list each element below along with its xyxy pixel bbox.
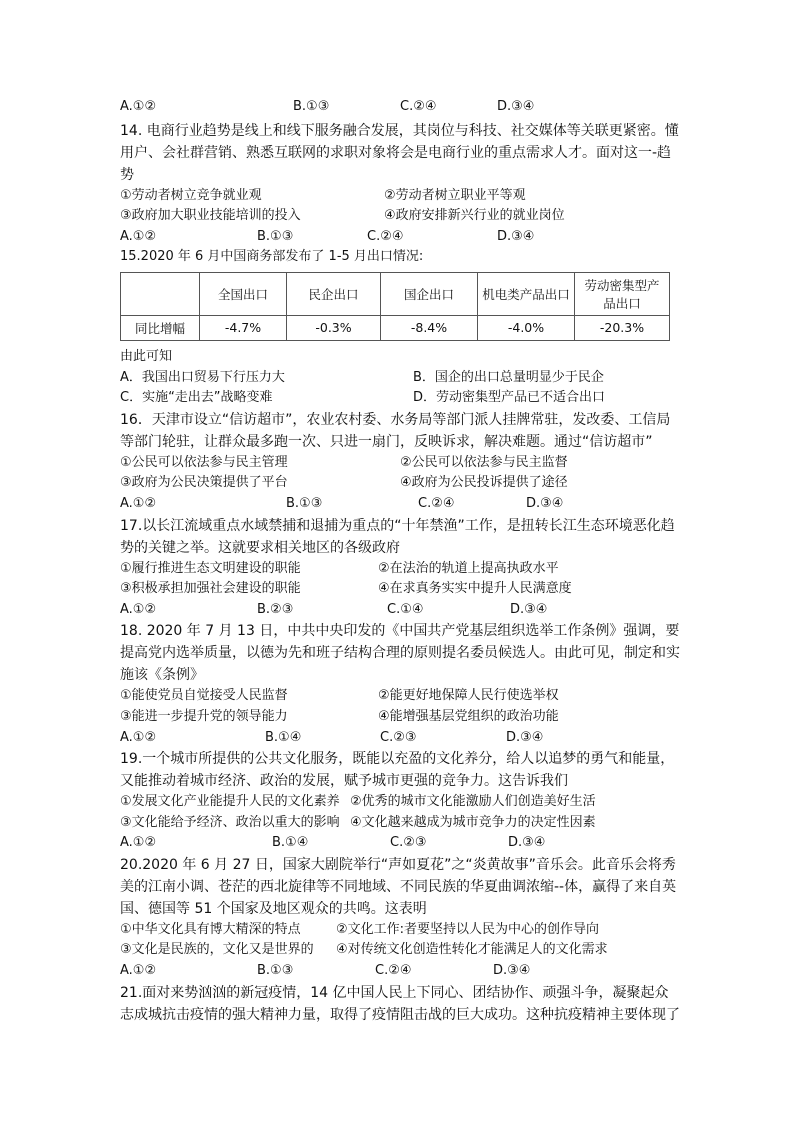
option-4: ④政府安排新兴行业的就业岗位 <box>384 208 565 224</box>
option-4: ④能增强基层党组织的政治功能 <box>378 708 559 724</box>
option-b: B．国企的出口总量明显少于民企 <box>413 369 604 385</box>
table-cell: -0.3% <box>287 315 381 340</box>
answer-d: D.③④ <box>497 228 535 244</box>
table-header-cell: 国企出口 <box>381 272 478 315</box>
q18-stem: 18. 2020 年 7 月 13 日，中共中央印发的《中国共产党基层组织选举工作条例》强调，要提高党内选举质量，以德为先和班子结构合理的原则提名委员候选人。由此可见，制定和实施该《条例》 <box>120 623 680 684</box>
option-4: ④在求真务实实中提升人民满意度 <box>378 581 572 597</box>
q14-answers <box>120 227 680 248</box>
answer-b: B.①③ <box>286 495 323 511</box>
answer-b: B.①④ <box>272 835 309 851</box>
option-4: ④对传统文化创造性转化才能满足人的文化需求 <box>336 942 608 958</box>
q15-options-row2 <box>120 388 680 409</box>
answer-d: D.③④ <box>506 729 544 745</box>
option-3: ③政府加大职业技能培训的投入 <box>120 208 301 224</box>
q18-options-row1 <box>120 686 680 707</box>
answer-b: B.②③ <box>257 601 294 617</box>
q15-export-table <box>120 272 670 341</box>
option-3: ③积极承担加强社会建设的职能 <box>120 581 301 597</box>
q20-options-row1 <box>120 920 680 941</box>
q18-options-row2 <box>120 707 680 728</box>
option-3: ③文化是民族的，文化又是世界的 <box>120 942 314 958</box>
option-2: ②文化工作:者要坚持以人民为中心的创作导向 <box>336 921 600 937</box>
table-header-cell <box>121 272 200 315</box>
q17-options-row1 <box>120 559 680 580</box>
answer-b: B.①④ <box>265 729 302 745</box>
answer-c: C.②③ <box>390 835 427 851</box>
option-2: ②在法治的轨道上提高执政水平 <box>378 560 559 576</box>
option-c: C．实施“走出去”战略变难 <box>120 390 273 406</box>
q17-options-row2 <box>120 579 680 600</box>
answer-a: A.①② <box>120 228 157 244</box>
answer-a: A.①② <box>120 963 157 979</box>
answer-d: D.③④ <box>510 601 548 617</box>
table-header-cell: 劳动密集型产品出口 <box>575 272 670 315</box>
option-1: ①中华文化具有博大精深的特点 <box>120 921 301 937</box>
answer-d: D.③④ <box>493 963 531 979</box>
option-1: ①公民可以依法参与民主管理 <box>120 454 288 470</box>
table-cell: -4.0% <box>478 315 575 340</box>
answer-a: A.①② <box>120 495 157 511</box>
q20-stem: 20.2020 年 6 月 27 日，国家大剧院举行“声如夏花”之“炎黄故事”音乐会。此音乐会将秀美的江南小调、苍茫的西北旋律等不同地域、不同民族的华夏曲调浓缩--体，赢得了来自英国、德国等 51 个国家及地区观众的共鸣。这表明 <box>120 856 677 917</box>
q15-options-row1 <box>120 368 680 389</box>
q20-answers <box>120 961 680 982</box>
table-row-label: 同比增幅 <box>121 315 200 340</box>
q13-answers <box>120 97 680 118</box>
answer-b: B.①③ <box>257 228 294 244</box>
q19-options-row2 <box>120 813 680 834</box>
option-a: A．我国出口贸易下行压力大 <box>120 369 285 385</box>
answer-c: C.②④ <box>375 963 412 979</box>
answer-c: C.②④ <box>367 228 404 244</box>
option-2: ②劳动者树立职业平等观 <box>384 187 526 203</box>
q14-options-row2 <box>120 206 680 227</box>
answer-d: D.③④ <box>497 99 535 114</box>
answer-b: B.①③ <box>257 963 294 979</box>
answer-a: A.①② <box>120 99 157 114</box>
option-1: ①发展文化产业能提升人民的文化素养 <box>120 794 340 810</box>
option-d: D．劳动密集型产品已不适合出口 <box>413 390 606 406</box>
option-4: ④文化越来越成为城市竞争力的决定性因素 <box>350 814 596 830</box>
q16-answers <box>120 494 680 515</box>
q20-options-row2 <box>120 940 680 961</box>
answer-c: C.①④ <box>387 601 424 617</box>
q14-stem: 14. 电商行业趋势是线上和线下服务融合发展，其岗位与科技、社交媒体等关联更紧密。懂用户、会社群营销、熟悉互联网的求职对象将会是电商行业的重点需求人才。面对这一-趋势 <box>120 122 679 183</box>
option-4: ④政府为公民投诉提供了途径 <box>400 475 568 491</box>
q16-options-row2 <box>120 473 680 494</box>
table-cell: -4.7% <box>200 315 287 340</box>
q19-answers <box>120 833 680 854</box>
table-header-cell: 民企出口 <box>287 272 381 315</box>
answer-a: A.①② <box>120 601 157 617</box>
table-row <box>121 315 670 340</box>
answer-a: A.①② <box>120 729 157 745</box>
q17-answers <box>120 600 680 621</box>
option-3: ③政府为公民决策提供了平台 <box>120 475 288 491</box>
answer-c: C.②④ <box>418 495 455 511</box>
q15-stem: 15.2020 年 6 月中国商务部发布了 1-5 月出口情况: <box>120 249 424 265</box>
option-1: ①履行推进生态文明建设的职能 <box>120 560 301 576</box>
q14-options-row1 <box>120 186 680 207</box>
answer-b: B.①③ <box>293 99 330 114</box>
q18-answers <box>120 728 680 749</box>
table-header-cell: 机电类产品出口 <box>478 272 575 315</box>
answer-a: A.①② <box>120 835 157 851</box>
option-3: ③能进一步提升党的领导能力 <box>120 708 288 724</box>
table-header-cell: 全国出口 <box>200 272 287 315</box>
table-header-row <box>121 272 670 315</box>
answer-d: D.③④ <box>508 835 546 851</box>
answer-c: C.②③ <box>380 729 417 745</box>
q16-stem: 16．天津市设立“信访超市”，农业农村委、水务局等部门派人挂牌常驻，发改委、工信局等部门轮驻，让群众最多跑一次、只进一扇门，反映诉求，解决难题。通过“信访超市” <box>120 411 671 450</box>
q15-lead: 由此可知 <box>120 348 173 364</box>
option-2: ②能更好地保障人民行使选举权 <box>378 688 559 704</box>
answer-d: D.③④ <box>526 495 564 511</box>
option-3: ③文化能给予经济、政治以重大的影响 <box>120 814 340 830</box>
page-content <box>120 97 680 1026</box>
table-cell: -8.4% <box>381 315 478 340</box>
q19-options-row1 <box>120 792 680 813</box>
option-1: ①劳动者树立竞争就业观 <box>120 187 262 203</box>
option-2: ②优秀的城市文化能激励人们创造美好生活 <box>350 794 596 810</box>
option-1: ①能使党员自觉接受人民监督 <box>120 688 288 704</box>
option-2: ②公民可以依法参与民主监督 <box>400 454 568 470</box>
q21-stem: 21.面对来势汹汹的新冠疫情，14 亿中国人民上下同心、团结协作、顽强斗争，凝聚起众志成城抗击疫情的强大精神力量，取得了疫情阻击战的巨大成功。这种抗疫精神主要体现了 <box>120 984 680 1023</box>
q16-options-row1 <box>120 453 680 474</box>
q17-stem: 17.以长江流域重点水域禁捕和退捕为重点的“十年禁渔”工作，是扭转长江生态环境恶化趋势的关键之举。这就要求相关地区的各级政府 <box>120 517 675 556</box>
answer-c: C.②④ <box>400 99 437 114</box>
table-cell: -20.3% <box>575 315 670 340</box>
q19-stem: 19.一个城市所提供的公共文化服务，既能以充盈的文化养分，给人以追梦的勇气和能量，又能推动着城市经济、政治的发展，赋予城市更强的竞争力。这告诉我们 <box>120 751 675 790</box>
